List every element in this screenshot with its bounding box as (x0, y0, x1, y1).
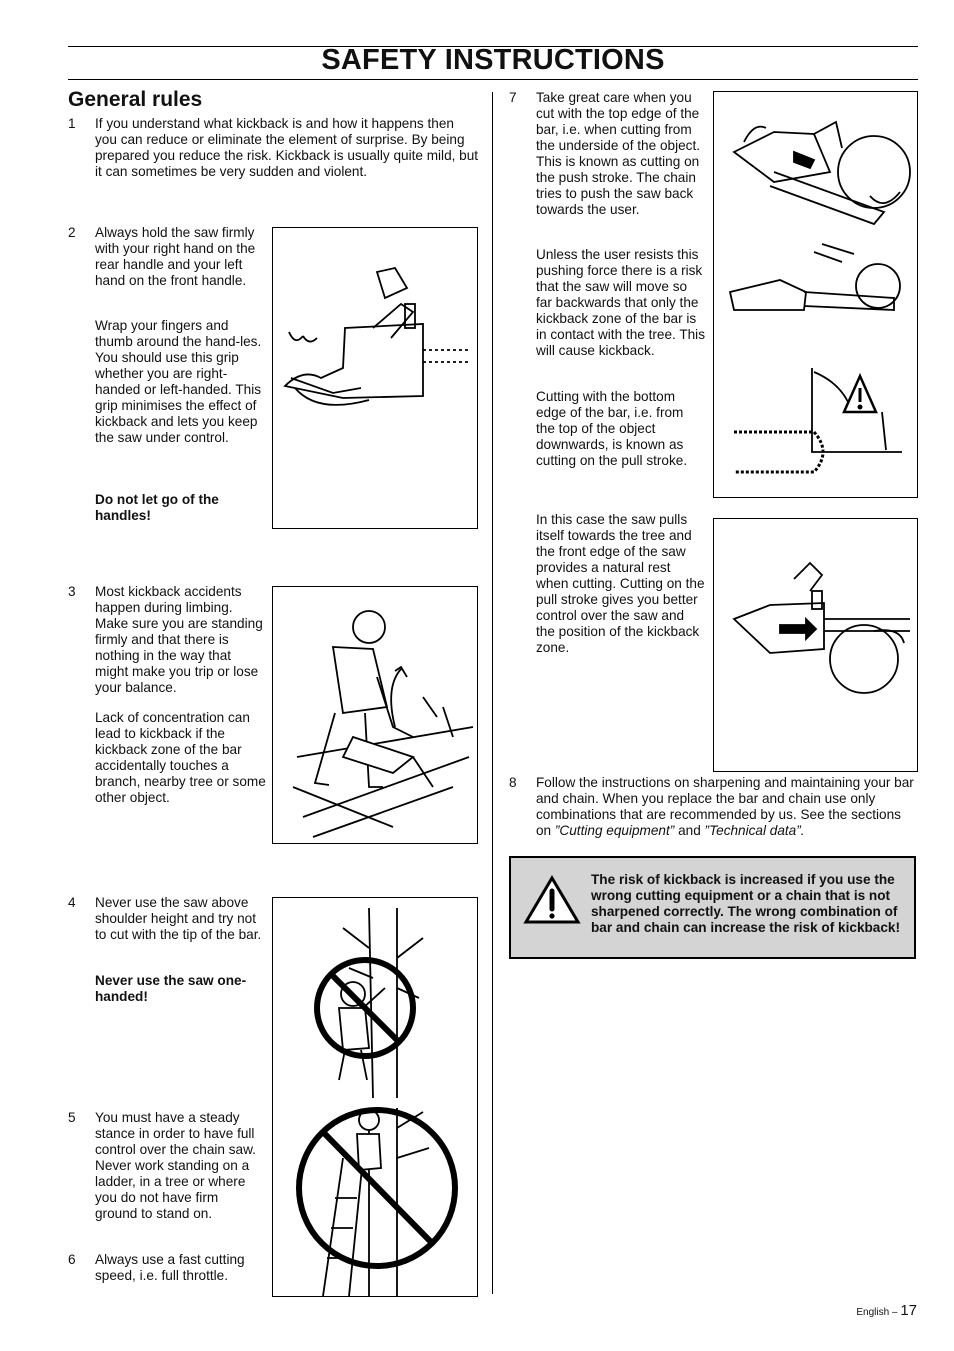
warning-box-inner (511, 858, 914, 957)
item-7-text-4: In this case the saw pulls itself towards the tree and the front edge of the saw provides a natural rest when cutting. Cutting on the pull stroke gives you better control over the saw and the position of the kickback zone. (536, 512, 705, 655)
grip-illustration (272, 227, 478, 529)
column-divider (492, 92, 493, 1294)
item-number: 7 (509, 90, 517, 105)
item-2-warning: Do not let go of the handles! (95, 492, 219, 523)
page-number: 17 (900, 1302, 917, 1319)
item-number: 8 (509, 775, 517, 790)
item-4-text-1: Never use the saw above shoulder height and try not to cut with the tip of the bar. (95, 895, 262, 942)
warning-text: The risk of kickback is increased if you use the wrong cutting equipment or a chain that is not sharpened correctly. The wrong combination of bar and chain can increase the risk of kickback! (591, 872, 901, 935)
item-6-text: Always use a fast cutting speed, i.e. full throttle. (95, 1252, 245, 1283)
item-7-text-1: Take great care when you cut with the top edge of the bar, i.e. when cutting from the underside of the object. This is known as cutting on the push stroke. The chain tries to push the saw back towards the user. (536, 90, 700, 217)
item-8-body: Follow the instructions on sharpening and maintaining your bar and chain. When you replace the bar and chain use only combinations that are recommended by us. See the sections on (536, 775, 914, 838)
item-8-text (536, 775, 916, 839)
item-number: 4 (68, 895, 76, 910)
prohibited-usage-illustration (272, 897, 478, 1297)
item-number: 2 (68, 225, 76, 240)
cutting-equipment-reference: ”Cutting equipment” (554, 823, 675, 838)
item-number: 3 (68, 584, 76, 599)
limbing-illustration (272, 586, 478, 844)
item-7-text-3: Cutting with the bottom edge of the bar, i.e. from the top of the object downwards, is known as cutting on the pull stroke. (536, 389, 688, 468)
item-number: 5 (68, 1110, 76, 1125)
section-heading: General rules (68, 88, 203, 111)
page-footer (856, 1302, 917, 1319)
item-3-text-1: Most kickback accidents happen during limbing. Make sure you are standing firmly and that there is nothing in the way that might make you trip or lose your balance. (95, 584, 263, 695)
item-2-text-2: Wrap your fingers and thumb around the hand-les. You should use this grip whether you are right-handed or left-handed. This grip minimises the effect of kickback and lets you keep the saw under control. (95, 318, 262, 445)
page-title: SAFETY INSTRUCTIONS (321, 44, 665, 76)
item-3-text-2: Lack of concentration can lead to kickback if the kickback zone of the bar accidentally touches a branch, nearby tree or some other object. (95, 710, 266, 805)
kickback-warning-box (509, 856, 916, 959)
item-7-text-2: Unless the user resists this pushing force there is a risk that the saw will move so far backwards that only the kickback zone of the bar is in contact with the tree. This will cause kickback. (536, 247, 705, 358)
item-1-text: If you understand what kickback is and how it happens then you can reduce or eliminate the element of surprise. By being prepared you reduce the risk. Kickback is usually quite mild, but it can sometimes be very sudden and violent. (95, 116, 479, 179)
technical-data-reference: ”Technical data”. (704, 823, 805, 838)
footer-language: English – (856, 1307, 898, 1318)
push-stroke-illustration (713, 91, 918, 498)
item-number: 6 (68, 1252, 76, 1267)
item-number: 1 (68, 116, 76, 131)
title-rule (68, 79, 918, 80)
warning-triangle-icon (523, 875, 581, 925)
item-4-warning: Never use the saw one-handed! (95, 973, 247, 1004)
item-5-text: You must have a steady stance in order to have full control over the chain saw. Never work standing on a ladder, in a tree or where you do not have firm ground to stand on. (95, 1110, 256, 1221)
item-2-text-1: Always hold the saw firmly with your right hand on the rear handle and your left hand on the front handle. (95, 225, 256, 288)
item-8-conjunction: and (678, 823, 701, 838)
pull-stroke-illustration (713, 518, 918, 772)
